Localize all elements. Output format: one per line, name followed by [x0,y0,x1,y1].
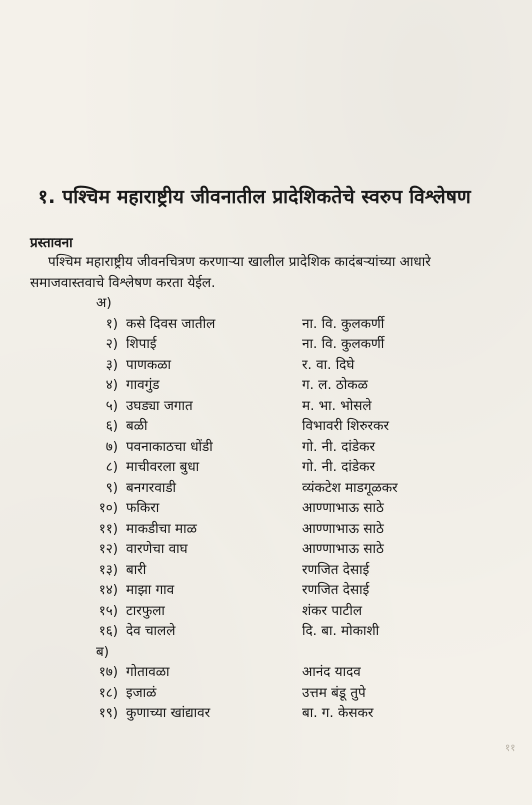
list-item [0,355,532,375]
novel-title: फकिरा [126,500,160,516]
item-number: ११) [98,520,118,537]
list-item [0,478,532,498]
novel-title: देव चालले [126,623,176,639]
list-item [0,519,532,539]
novel-title: बळी [126,418,148,434]
item-number: १०) [98,500,118,516]
novel-title: कुणाच्या खांद्यावर [126,705,211,721]
novel-author: र. वा. दिघे [302,356,355,373]
novel-title: गोतावळा [126,664,170,680]
novel-author: गो. नी. दांडेकर [302,459,376,475]
item-number: १) [105,315,118,332]
list-item [0,683,532,703]
item-number: २) [105,336,118,352]
novel-author: ग. ल. ठोकळ [302,377,368,393]
group-label: ब) [96,643,109,660]
list-item [0,334,532,354]
list-item [0,703,532,723]
list-item [0,375,532,395]
item-number: ४) [105,377,118,393]
page-number: ११ [505,743,516,754]
novel-author: रणजित देसाई [302,582,370,598]
novel-title: गावगुंड [126,377,160,393]
novel-title: इजाळं [126,684,157,701]
novel-title: माकडीचा माळ [126,520,197,537]
item-number: १९) [98,705,118,721]
list-item [0,457,532,477]
novel-author: बा. ग. केसकर [302,705,374,721]
item-number: ९) [105,479,118,496]
novel-title: माचीवरला बुधा [126,459,200,475]
novel-author: व्यंकटेश माडगूळकर [302,479,398,496]
chapter-heading: १. पश्चिम महाराष्ट्रीय जीवनातील प्रादेशिकतेचे स्वरुप विश्लेषण [38,186,471,208]
item-number: १४) [98,582,118,598]
novel-title: बनगरवाडी [126,479,177,496]
list-item [0,437,532,457]
novel-author: आण्णाभाऊ साठे [302,520,384,537]
intro-line-2: समाजवास्तवाचे विश्लेषण करता येईल. [30,275,216,291]
novel-author: आण्णाभाऊ साठे [302,500,384,516]
item-number: ६) [105,418,118,434]
novel-author: रणजित देसाई [302,561,370,578]
novel-author: ना. वि. कुलकर्णी [302,315,385,332]
novel-author: आनंद यादव [302,664,361,680]
list-item [0,396,532,416]
intro-paragraph [30,252,500,294]
novel-title: शिपाई [126,336,157,352]
novel-author: विभावरी शिरुरकर [302,418,389,434]
novel-title: उघड्या जगात [126,397,193,414]
item-number: ८) [105,459,118,475]
item-number: १२) [98,541,118,557]
list-item [0,498,532,518]
item-number: ५) [105,397,118,414]
list-item [0,560,532,580]
novel-author: ना. वि. कुलकर्णी [302,336,385,352]
list-item [0,539,532,559]
novel-author: गो. नी. दांडेकर [302,438,376,455]
novel-title: माझा गाव [126,582,175,598]
novel-author: दि. बा. मोकाशी [302,623,380,639]
novel-title: पाणकळा [126,356,172,373]
item-number: १८) [98,684,118,701]
item-number: १३) [98,561,118,578]
list-item [0,416,532,436]
item-number: १५) [98,602,118,619]
item-number: १७) [98,664,118,680]
novel-author: आण्णाभाऊ साठे [302,541,384,557]
item-number: ३) [105,356,118,373]
item-number: ७) [105,438,118,455]
list-item [0,601,532,621]
novel-title: वारणेचा वाघ [126,541,188,557]
group-label: अ) [96,295,112,311]
list-item [0,621,532,641]
novel-author: शंकर पाटील [302,602,362,619]
novel-title: कसे दिवस जातील [126,315,216,332]
novel-title: टारफुला [126,602,165,619]
novel-author: म. भा. भोसले [302,397,372,414]
section-label: प्रस्तावना [30,235,73,251]
novel-title: पवनाकाठचा धोंडी [126,438,213,455]
intro-line-1: पश्चिम महाराष्ट्रीय जीवनचित्रण करणाऱ्या खालील प्रादेशिक कादंबऱ्यांच्या आधारे [48,254,431,270]
list-item [0,662,532,682]
list-item [0,580,532,600]
list-item [0,314,532,334]
novel-title: बारी [126,561,147,578]
novel-author: उत्तम बंडू तुपे [302,684,366,701]
item-number: १६) [98,623,118,639]
